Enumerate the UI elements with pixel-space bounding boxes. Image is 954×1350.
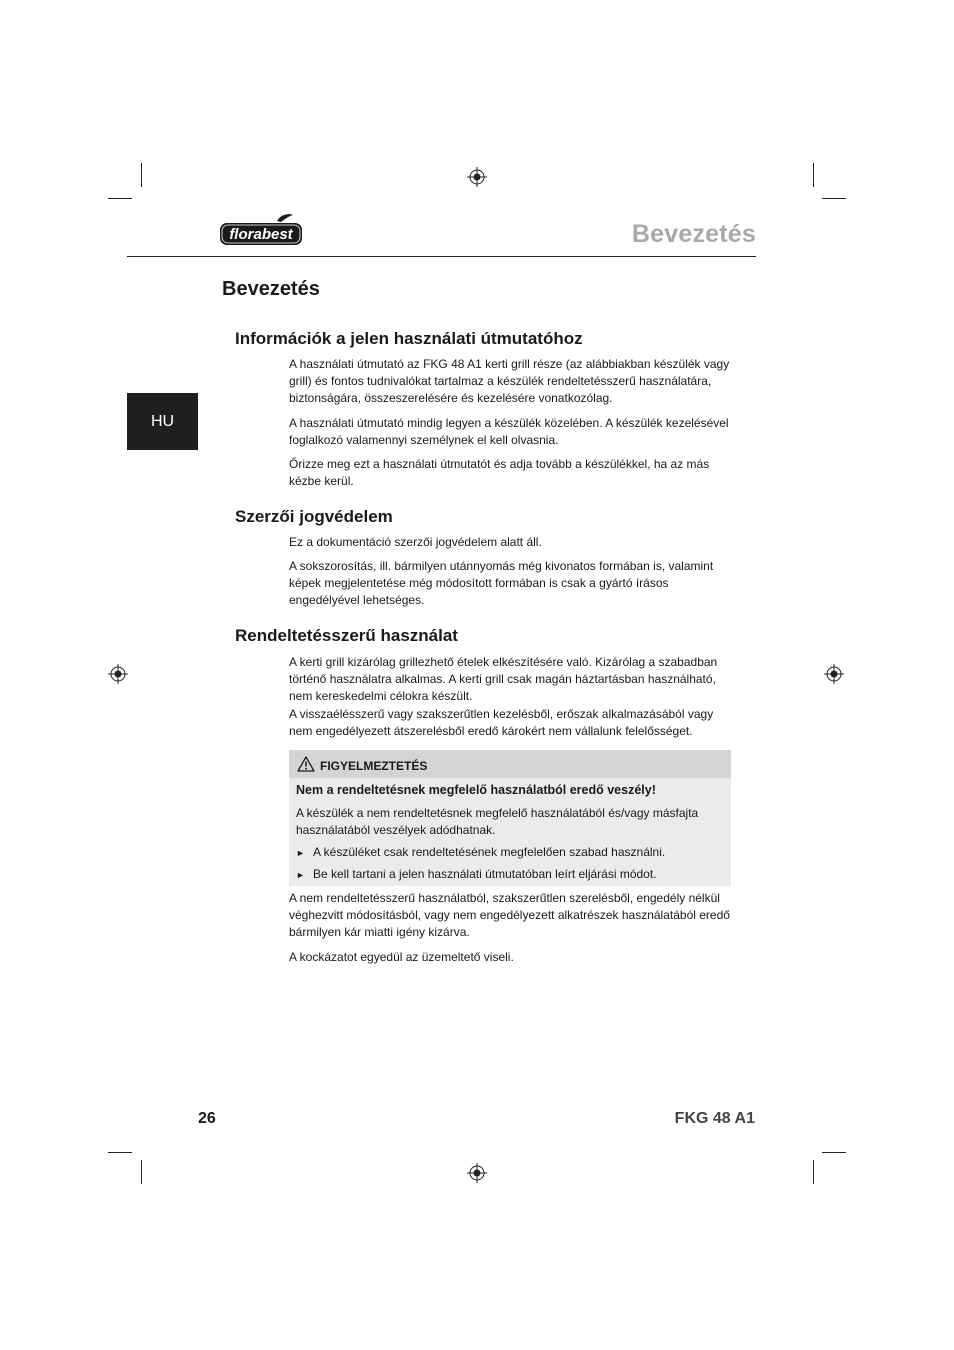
crop-mark: [108, 198, 132, 199]
crop-mark: [813, 163, 814, 187]
crop-mark: [108, 1152, 132, 1153]
registration-mark-icon: [467, 167, 487, 187]
section-heading-info: Információk a jelen használati útmutatóhoz: [235, 329, 583, 348]
warning-list-item: [296, 844, 665, 862]
paragraph: A nem rendeltetésszerű használatból, szakszerűtlen szerelésből, engedély nélkül véghezvitt módosításból, vagy nem engedélyezett alkatrészek használatából eredő bármilyen kár miatti igény kizárva.: [289, 891, 730, 939]
paragraph: Ez a dokumentáció szerzői jogvédelem alatt áll.: [289, 535, 542, 549]
crop-mark: [141, 1160, 142, 1184]
warning-triangle-icon: [297, 756, 315, 772]
crop-mark: [141, 163, 142, 187]
model-number: FKG 48 A1: [674, 1110, 755, 1127]
warning-list-item-text: Be kell tartani a jelen használati útmutatóban leírt eljárási módot.: [313, 867, 657, 881]
page-title: Bevezetés: [222, 278, 320, 300]
warning-list-item: [296, 866, 657, 884]
paragraph: A kerti grill kizárólag grillezhető ételek elkészítésére való. Kizárólag a szabadban történő használatra alkalmas. A kerti grill csak magán háztartásban használható, nem kereskedelmi célokra készült.: [289, 655, 718, 703]
paragraph: A használati útmutató mindig legyen a készülék közelében. A készülék kezelésével foglalkozó valamennyi személynek el kell olvasnia.: [289, 416, 729, 447]
paragraph: Őrizze meg ezt a használati útmutatót és adja tovább a készülékkel, ha az más kézbe kerül.: [289, 457, 710, 488]
section-heading-intended-use: Rendeltetésszerű használat: [235, 626, 458, 645]
warning-header: [289, 750, 731, 778]
warning-box: [289, 750, 731, 886]
header-title: Bevezetés: [631, 220, 756, 248]
language-tab: HU: [127, 393, 198, 450]
paragraph: A visszaélésszerű vagy szakszerűtlen kezelésből, erőszak alkalmazásából vagy nem engedélyezett átszerelésből eredő károkért nem vállalunk felelősséget.: [289, 707, 714, 738]
florabest-logo: [219, 213, 303, 247]
warning-list-item-text: A készüléket csak rendeltetésének megfelelően szabad használni.: [313, 845, 666, 859]
crop-mark: [822, 198, 846, 199]
paragraph: A kockázatot egyedül az üzemeltető viseli.: [289, 950, 514, 964]
warning-title: Nem a rendeltetésnek megfelelő használatból eredő veszély!: [296, 783, 656, 797]
page-number: 26: [198, 1110, 216, 1127]
paragraph: A használati útmutató az FKG 48 A1 kerti grill része (az alábbiakban készülék vagy grill) és fontos tudnivalókat tartalmaz a készülék rendeltetésszerű használatára, biztonságára, összeszerelésére és kezelésére vonatkozólag.: [289, 357, 730, 405]
crop-mark: [822, 1152, 846, 1153]
registration-mark-icon: [108, 664, 128, 684]
registration-mark-icon: [467, 1163, 487, 1183]
registration-mark-icon: [824, 664, 844, 684]
warning-text: A készülék a nem rendeltetésnek megfelelő használatából és/vagy másfajta használatából veszélyek adódhatnak.: [296, 806, 699, 837]
warning-label: FIGYELMEZTETÉS: [320, 759, 428, 773]
logo-text: florabest: [229, 226, 293, 243]
section-heading-copyright: Szerzői jogvédelem: [235, 507, 393, 526]
header-divider: [127, 256, 756, 257]
arrow-bullet-icon: ►: [296, 848, 305, 858]
paragraph: A sokszorosítás, ill. bármilyen utánnyomás még kivonatos formában is, valamint képek megjelentetése még módosított formában is csak a gyártó írásos engedélyével lehetséges.: [289, 559, 714, 607]
arrow-bullet-icon: ►: [296, 870, 305, 880]
crop-mark: [813, 1160, 814, 1184]
